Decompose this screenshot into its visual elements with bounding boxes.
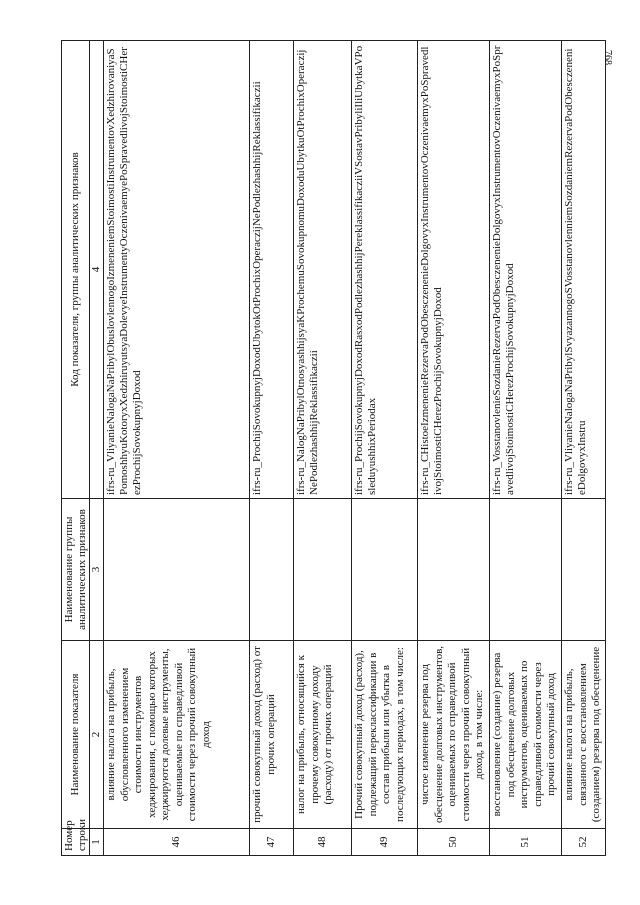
group-name	[352, 499, 418, 641]
header-group-name: Наименование группы аналитических признаков	[62, 499, 90, 641]
group-name	[418, 499, 490, 641]
indicator-name: налог на прибыль, относящийся к прочему совокупному доходу (расходу) от прочих операций	[294, 641, 352, 829]
column-number: 4	[90, 41, 104, 499]
row-number: 48	[294, 829, 352, 856]
group-name	[250, 499, 294, 641]
column-number-row	[90, 41, 104, 856]
table-row	[352, 41, 418, 856]
indicator-code: ifrs-ru_ProchijSovokupnyjDoxodUbytokOtProchixOperaczijNePodlezhashhijReklassifikaczii	[250, 41, 294, 499]
header-indicator-name: Наименование показателя	[62, 641, 90, 829]
table-row	[104, 41, 250, 856]
column-number: 2	[90, 641, 104, 829]
indicator-name: прочий совокупный доход (расход) от прочих операций	[250, 641, 294, 829]
group-name	[562, 499, 606, 641]
rotated-page	[61, 41, 602, 856]
header-row-number: Номер строки	[62, 829, 90, 856]
row-number: 49	[352, 829, 418, 856]
column-number: 1	[90, 829, 104, 856]
group-name	[104, 499, 250, 641]
indicator-code: ifrs-ru_VliyanieNalogaNaPribylSvyazannogoSVosstanovlenniemSozdaniemRezervaPodObesczenenieDolgovyxInstru	[562, 41, 606, 499]
group-name	[490, 499, 562, 641]
header-row	[62, 41, 90, 856]
table-row	[250, 41, 294, 856]
indicator-code: ifrs-ru_VliyanieNalogaNaPribylObuslovlennogoIzmeneniemStoimostiInstrumentovXedzhirovaniyaSPomoshhyuKotoryxXedzhiruyutsyaDolevyeInstrumentyOczenivaemyePoSpravedlivojStoimostiCHerezProchijSovokupnyjDoxod	[104, 41, 250, 499]
indicator-name: чистое изменение резерва под обесценение долговых инструментов, оцениваемых по справедливой стоимости через прочий совокупный доход, в том числе:	[418, 641, 490, 829]
row-number: 47	[250, 829, 294, 856]
column-number: 3	[90, 499, 104, 641]
indicator-name: Прочий совокупный доход (расход), подлежащий переклассификации в состав прибыли или убытка в последующих периодах, в том числе:	[352, 641, 418, 829]
table-row	[294, 41, 352, 856]
table-row	[490, 41, 562, 856]
row-number: 52	[562, 829, 606, 856]
indicator-code: ifrs-ru_VosstanovlenieSozdanieRezervaPodObesczenenieDolgovyxInstrumentovOczenivaemyxPoSpravedlivojStoimostiCHerezProchijSovokupnyjDoxod	[490, 41, 562, 499]
row-number: 50	[418, 829, 490, 856]
indicator-code: ifrs-ru_CHistoeIzmenenieRezervaPodObesczenenieDolgovyxInstrumentovOczenivaemyxPoSpravedlivojStoimostiCHerezProchijSovokupnyjDoxod	[418, 41, 490, 499]
indicator-name: влияние налога на прибыль, связанного с восстановлением (созданием) резерва под обесценение	[562, 641, 606, 829]
header-code: Код показателя, группы аналитических признаков	[62, 41, 90, 499]
row-number: 46	[104, 829, 250, 856]
row-number: 51	[490, 829, 562, 856]
group-name	[294, 499, 352, 641]
page-number: 768	[602, 50, 613, 65]
table-row	[418, 41, 490, 856]
indicator-name: влияние налога на прибыль, обусловленного изменением стоимости инструментов хеджирования, с помощью которых хеджируются долевые инструменты, оцениваемые по справедливой стоимости через прочий совокупный доход	[104, 641, 250, 829]
indicator-name: восстановление (создание) резерва под обесценение долговых инструментов, оцениваемых по справедливой стоимости через прочий совокупный доход	[490, 641, 562, 829]
indicator-table	[61, 40, 606, 856]
indicator-code: ifrs-ru_ProchijSovokupnyjDoxodRasxodPodlezhashhijPereklassifikacziiVSostavPribyliIliUbytkaVPosleduyushhixPeriodax	[352, 41, 418, 499]
table-row	[562, 41, 606, 856]
indicator-code: ifrs-ru_NalogNaPribylOtnosyashhijsyaKProchemuSovokupnomuDoxoduUbytkuOtProchixOperaczijNePodlezhashhijReklassifikaczii	[294, 41, 352, 499]
